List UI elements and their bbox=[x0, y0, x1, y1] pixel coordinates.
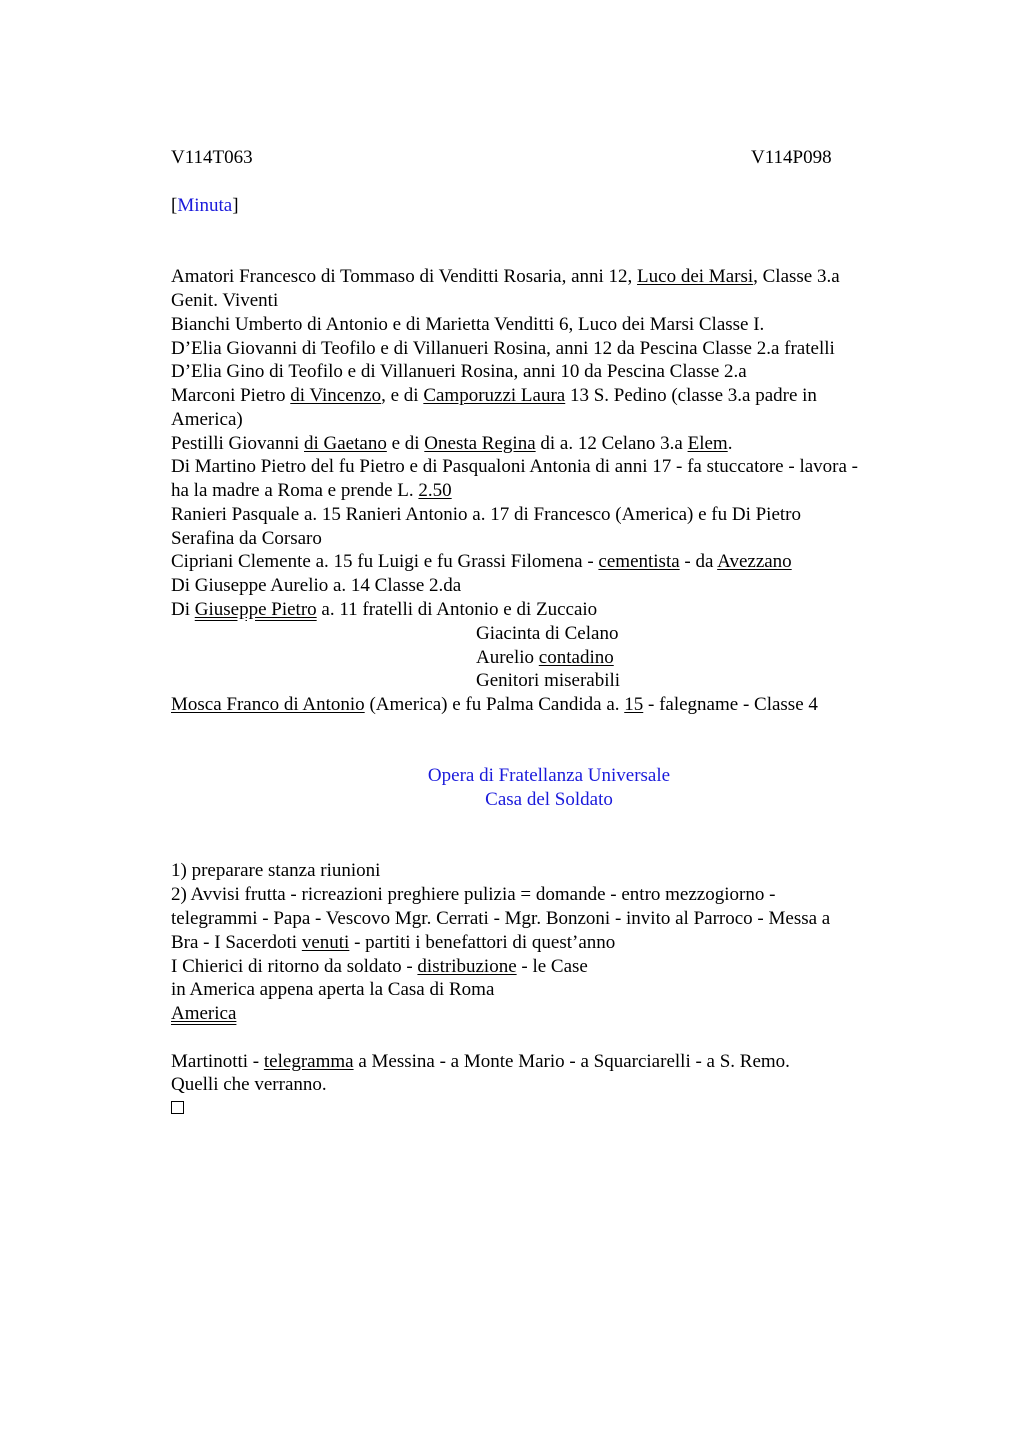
note-line bbox=[171, 955, 588, 979]
text: - partiti i benefattori di quest’anno bbox=[349, 932, 616, 953]
underlined-text: venuti bbox=[301, 932, 350, 953]
underlined-text: di Vincenzo bbox=[290, 385, 382, 406]
list-item: Genit. Viventi bbox=[171, 290, 279, 311]
ref-code-right: V114P098 bbox=[751, 147, 832, 168]
text: Pestilli Giovanni bbox=[171, 433, 304, 454]
list-item bbox=[171, 265, 840, 289]
text: . bbox=[727, 433, 733, 454]
list-item: Di Martino Pietro del fu Pietro e di Pasqualoni Antonia di anni 17 - fa stuccatore - lavora - bbox=[171, 456, 858, 477]
bracket: ] bbox=[232, 195, 239, 216]
note-line: 2) Avvisi frutta - ricreazioni preghiere pulizia = domande - entro mezzogiorno - bbox=[171, 884, 776, 905]
minuta-label bbox=[171, 194, 239, 218]
note-line bbox=[171, 931, 615, 955]
text: Marconi Pietro bbox=[171, 385, 291, 406]
list-item: D’Elia Gino di Teofilo e di Villanueri Rosina, anni 10 da Pescina Classe 2.a bbox=[171, 361, 747, 382]
underlined-text: 15 bbox=[624, 694, 644, 715]
double-underlined-text: America bbox=[171, 1003, 237, 1024]
note-line: 1) preparare stanza riunioni bbox=[171, 860, 381, 881]
list-item: Bianchi Umberto di Antonio e di Marietta Venditti 6, Luco dei Marsi Classe I. bbox=[171, 314, 765, 335]
underlined-text: Camporuzzi Laura bbox=[423, 385, 566, 406]
text: Cipriani Clemente a. 15 fu Luigi e fu Grassi Filomena - bbox=[171, 551, 599, 572]
list-item bbox=[171, 479, 452, 503]
list-item bbox=[171, 598, 597, 622]
note-line: telegrammi - Papa - Vescovo Mgr. Cerrati - Mgr. Bonzoni - invito al Parroco - Messa a bbox=[171, 908, 831, 929]
text: - falegname - Classe 4 bbox=[643, 694, 818, 715]
note-line: Quelli che verranno. bbox=[171, 1074, 327, 1095]
underlined-text: Mosca Franco di Antonio bbox=[171, 694, 365, 715]
note-line bbox=[171, 1050, 790, 1074]
text: e di bbox=[386, 433, 425, 454]
underlined-text: distribuzione bbox=[417, 956, 517, 977]
text: Aurelio bbox=[476, 647, 539, 668]
list-item bbox=[171, 384, 817, 408]
text: - le Case bbox=[516, 956, 588, 977]
double-underlined-text: Giuseppe Pietro bbox=[194, 599, 317, 620]
list-item: D’Elia Giovanni di Teofilo e di Villanueri Rosina, anni 12 da Pescina Classe 2.a fratelli bbox=[171, 338, 835, 359]
underlined-text: cementista bbox=[598, 551, 680, 572]
checkbox-square-icon bbox=[171, 1101, 184, 1114]
minuta-link[interactable]: Minuta bbox=[177, 195, 233, 216]
underlined-text: Onesta Regina bbox=[424, 433, 536, 454]
note-line bbox=[171, 1002, 236, 1026]
note-line: in America appena aperta la Casa di Roma bbox=[171, 979, 495, 1000]
text: (America) e fu Palma Candida a. bbox=[364, 694, 625, 715]
list-item bbox=[476, 646, 614, 670]
section-subheading: Casa del Soldato bbox=[485, 789, 613, 810]
list-item: Di Giuseppe Aurelio a. 14 Classe 2.da bbox=[171, 575, 462, 596]
text: a Messina - a Monte Mario - a Squarciarelli - a S. Remo. bbox=[353, 1051, 790, 1072]
list-item bbox=[171, 550, 792, 574]
ref-code-left: V114T063 bbox=[171, 147, 253, 168]
underlined-text: telegramma bbox=[263, 1051, 354, 1072]
text: , e di bbox=[381, 385, 424, 406]
text: 13 S. Pedino (classe 3.a padre in bbox=[565, 385, 817, 406]
text: Di bbox=[171, 599, 195, 620]
text: a. 11 fratelli di Antonio e di Zuccaio bbox=[316, 599, 598, 620]
underlined-text: contadino bbox=[538, 647, 614, 668]
bracket: [ bbox=[171, 195, 178, 216]
underlined-text: 2.50 bbox=[418, 480, 452, 501]
text: di a. 12 Celano 3.a bbox=[535, 433, 688, 454]
text: Bra - I Sacerdoti bbox=[171, 932, 302, 953]
text: , Classe 3.a bbox=[753, 266, 840, 287]
text: - da bbox=[679, 551, 718, 572]
list-item: America) bbox=[171, 409, 243, 430]
underlined-text: Avezzano bbox=[717, 551, 792, 572]
list-item: Serafina da Corsaro bbox=[171, 528, 322, 549]
underlined-text: Luco dei Marsi bbox=[637, 266, 754, 287]
underlined-text: di Gaetano bbox=[304, 433, 387, 454]
text: Amatori Francesco di Tommaso di Venditti Rosaria, anni 12, bbox=[171, 266, 638, 287]
text: ha la madre a Roma e prende L. bbox=[171, 480, 419, 501]
section-heading: Opera di Fratellanza Universale bbox=[427, 765, 671, 786]
list-item: Ranieri Pasquale a. 15 Ranieri Antonio a. 17 di Francesco (America) e fu Di Pietro bbox=[171, 504, 801, 525]
list-item bbox=[171, 693, 818, 717]
text: I Chierici di ritorno da soldato - bbox=[171, 956, 418, 977]
list-item: Genitori miserabili bbox=[476, 670, 621, 691]
text: Martinotti - bbox=[171, 1051, 264, 1072]
list-item: Giacinta di Celano bbox=[476, 623, 619, 644]
list-item bbox=[171, 432, 732, 456]
underlined-text: Elem bbox=[687, 433, 728, 454]
